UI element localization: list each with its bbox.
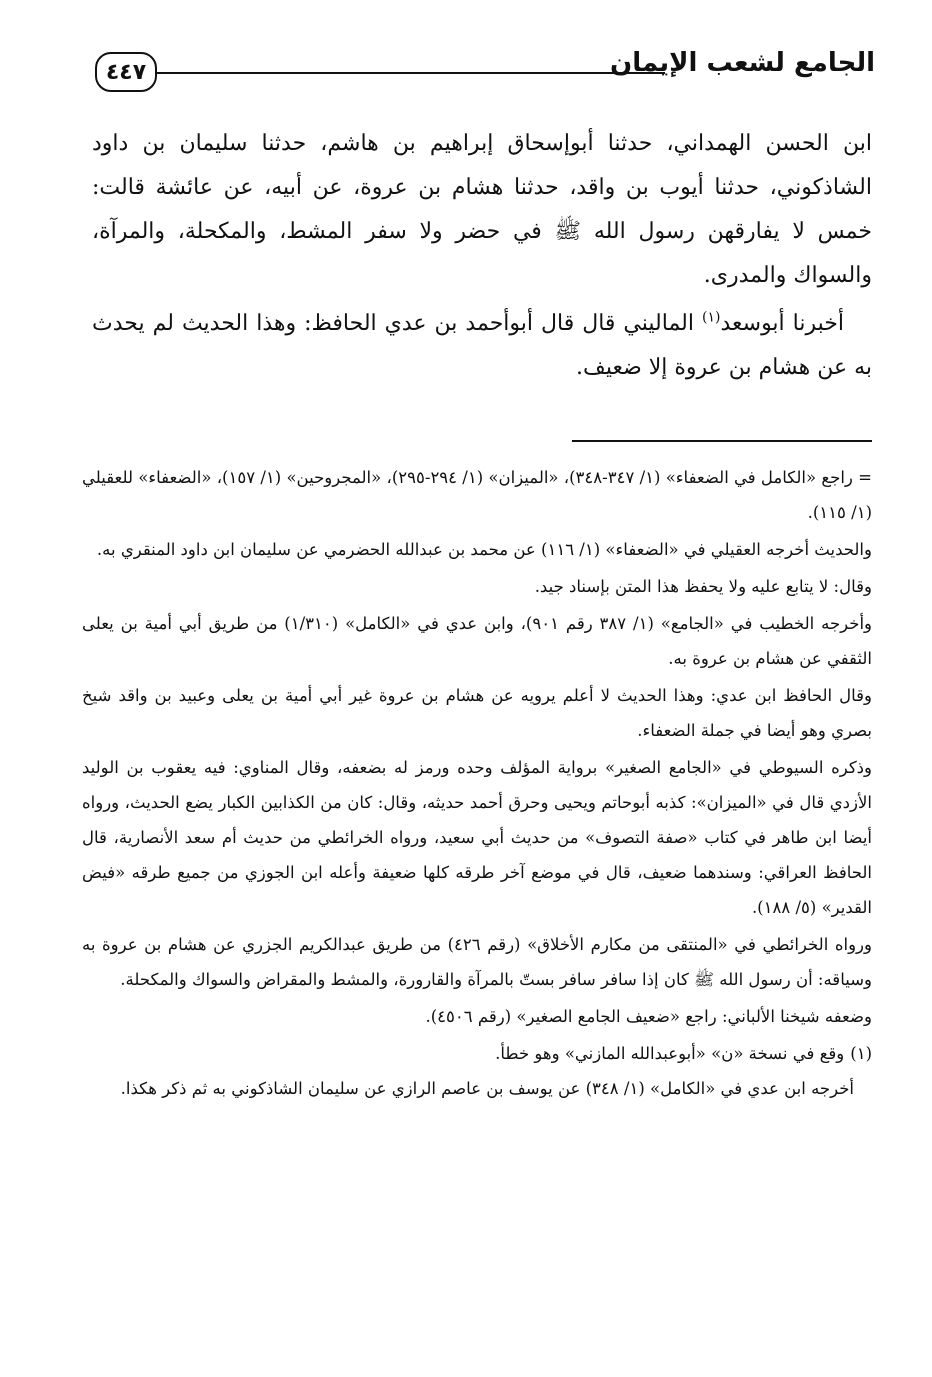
footnote-1-continuation: أخرجه ابن عدي في «الكامل» (١/ ٣٤٨) عن يوسف بن عاصم الرازي عن سليمان الشاذكوني به ثم ذكر هكذا. [120,1079,854,1098]
header-rule [155,72,665,74]
footnote-reference[interactable]: (١) [702,309,721,326]
main-text-run: الماليني قال قال أبوأحمد بن عدي الحافظ: وهذا الحديث لم يحدث به عن هشام بن عروة إلا ضعيف. [92,311,872,380]
footnote-paragraph: وقال الحافظ ابن عدي: وهذا الحديث لا أعلم يرويه عن هشام بن عروة غير أبي أمية بن يعلى وعبيد بن واقد شيخ بصري وهو أيضا في جملة الضعفاء. [82,686,872,740]
footnote-divider [572,440,872,442]
footnote-paragraph: = راجع «الكامل في الضعفاء» (١/ ٣٤٧-٣٤٨)، «الميزان» (١/ ٢٩٤-٢٩٥)، «المجروحين» (١/ ١٥٧)، «الضعفاء» للعقيلي (١/ ١١٥). [82,468,872,522]
footnote-paragraph: وضعفه شيخنا الألباني: راجع «ضعيف الجامع الصغير» (رقم ٤٥٠٦). [425,1007,872,1026]
footnote-1 [82,1036,872,1071]
page-number-badge: ٤٤٧ [95,52,157,92]
footnote-paragraph: وأخرجه الخطيب في «الجامع» (١/ ٣٨٧ رقم ٩٠١)، وابن عدي في «الكامل» (١/٣١٠) من طريق أبي أمية بن يعلى الثقفي عن هشام بن عروة به. [82,614,872,668]
footnote-paragraph: والحديث أخرجه العقيلي في «الضعفاء» (١/ ١١٦) عن محمد بن عبدالله الحضرمي عن سليمان ابن داود المنقري به. [96,540,872,559]
footnote-number: (١) [850,1044,872,1063]
main-paragraph [92,302,872,390]
running-title: الجامع لشعب الإيمان [610,48,875,78]
main-text [92,122,872,390]
main-paragraph: ابن الحسن الهمداني، حدثنا أبوإسحاق إبراهيم بن هاشم، حدثنا سليمان بن داود الشاذكوني، حدثنا أيوب بن واقد، حدثنا هشام بن عروة، عن أبيه، عن عائشة قالت: خمس لا يفارقهن رسول الله ﷺ في حضر ولا سفر المشط، والمكحلة، والمرآة، والسواك والمدرى. [92,131,872,288]
page-header [95,44,875,106]
footnote-paragraph: وقال: لا يتابع عليه ولا يحفظ هذا المتن بإسناد جيد. [534,577,872,596]
footnote-paragraph: ورواه الخرائطي في «المنتقى من مكارم الأخلاق» (رقم ٤٢٦) من طريق عبدالكريم الجزري عن هشام بن عروة به وسياقه: أن رسول الله ﷺ كان إذا سافر سافر بستّ بالمرآة والقارورة، والمشط والمقراض والسواك والمكحلة. [82,935,872,989]
footnote-text: وقع في نسخة «ن» «أبوعبدالله المازني» وهو خطأ. [495,1044,845,1063]
footnote-paragraph: وذكره السيوطي في «الجامع الصغير» برواية المؤلف وحده ورمز له بضعفه، وقال المناوي: فيه يعقوب بن الوليد الأزدي قال في «الميزان»: كذبه أبوحاتم ويحيى وحرق أحمد حديثه، وقال: كان من الكذابين الكبار يضع الحديث، ورواه أيضا ابن طاهر في كتاب «صفة التصوف» من حديث أبي سعيد، ورواه الخرائطي من حديث أم سعد الأنصارية، قال الحافظ العراقي: وسندهما ضعيف، قال في موضع آخر طرقه كلها ضعيفة وأعله ابن الجوزي من جميع طرقه «فيض القدير» (٥/ ١٨٨). [82,758,872,917]
footnotes-section [82,460,872,1106]
main-text-run: أخبرنا أبوسعد [720,311,844,336]
